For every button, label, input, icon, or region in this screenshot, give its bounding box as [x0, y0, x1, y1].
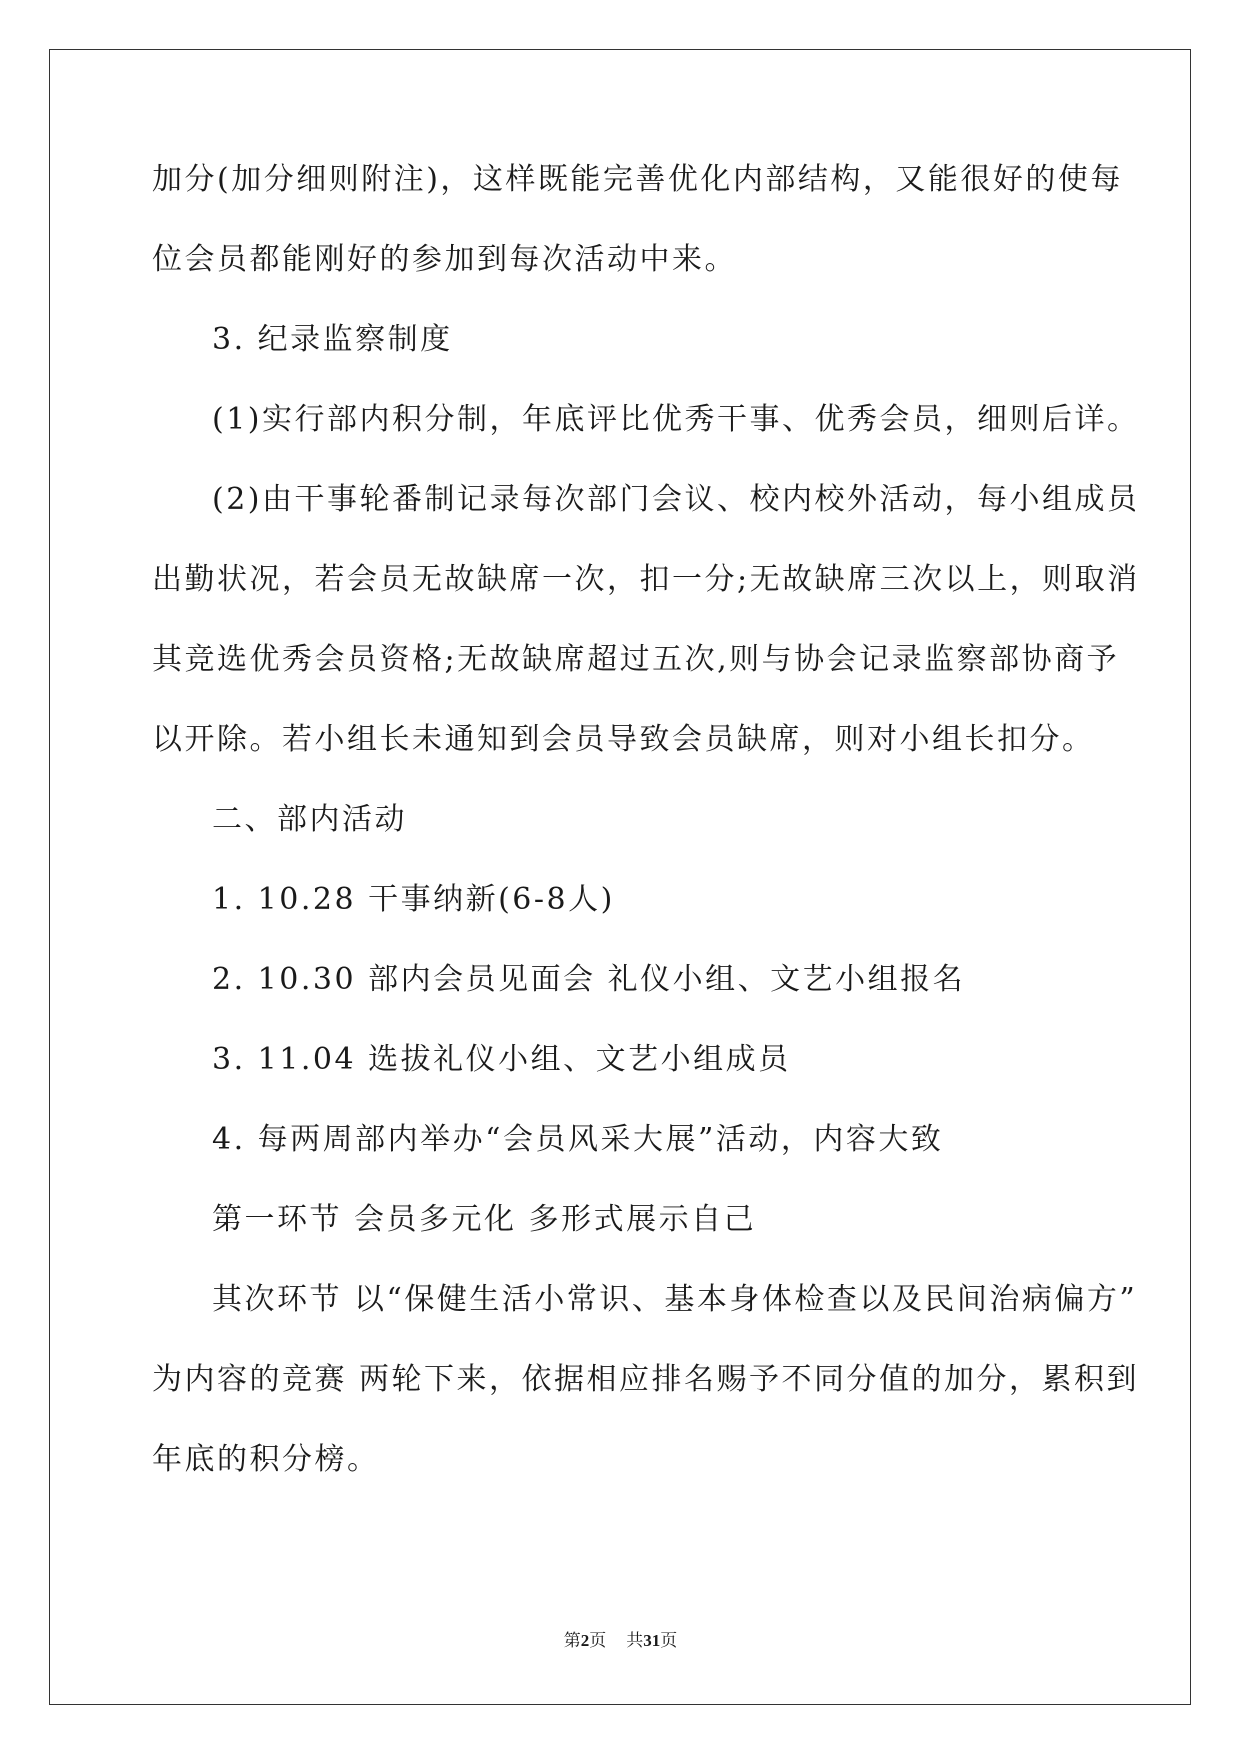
activity-item-2: 2. 10.30 部内会员见面会 礼仪小组、文艺小组报名 — [212, 962, 966, 997]
total-pages: 31 — [643, 1631, 661, 1650]
text-line-7: 其竞选优秀会员资格;无故缺席超过五次,则与协会记录监察部协商予 — [152, 642, 1120, 677]
activity-item-3: 3. 11.04 选拔礼仪小组、文艺小组成员 — [212, 1042, 791, 1077]
text-line-1: 加分(加分细则附注)，这样既能完善优化内部结构，又能很好的使每 — [152, 162, 1123, 197]
text-line-2: 位会员都能刚好的参加到每次活动中来。 — [152, 242, 737, 277]
text-line-17: 年底的积分榜。 — [152, 1442, 380, 1477]
section-heading-2: 二、部内活动 — [212, 802, 407, 837]
section-heading-3: 3. 纪录监察制度 — [212, 322, 453, 357]
activity-item-1: 1. 10.28 干事纳新(6-8人) — [212, 882, 615, 917]
text-line-16: 为内容的竞赛 两轮下来，依据相应排名赐予不同分值的加分，累积到 — [152, 1362, 1140, 1397]
footer-total-prefix: 共 — [626, 1631, 644, 1651]
text-line-8: 以开除。若小组长未通知到会员导致会员缺席，则对小组长扣分。 — [152, 722, 1095, 757]
activity-stage-2: 其次环节 以“保健生活小常识、基本身体检查以及民间治病偏方” — [212, 1282, 1138, 1317]
page-footer — [0, 1630, 1241, 1652]
activity-stage-1: 第一环节 会员多元化 多形式展示自己 — [212, 1202, 757, 1237]
text-line-6: 出勤状况，若会员无故缺席一次，扣一分;无故缺席三次以上，则取消 — [152, 562, 1140, 597]
paragraph-item-1: (1)实行部内积分制，年底评比优秀干事、优秀会员，细则后详。 — [212, 402, 1140, 437]
footer-prefix: 第 — [563, 1631, 581, 1651]
activity-item-4: 4. 每两周部内举办“会员风采大展”活动，内容大致 — [212, 1122, 944, 1157]
paragraph-item-2: (2)由干事轮番制记录每次部门会议、校内校外活动，每小组成员 — [212, 482, 1140, 517]
page-number: 2 — [580, 1631, 590, 1650]
footer-total-unit: 页 — [660, 1631, 678, 1651]
footer-page-unit: 页 — [589, 1631, 607, 1651]
